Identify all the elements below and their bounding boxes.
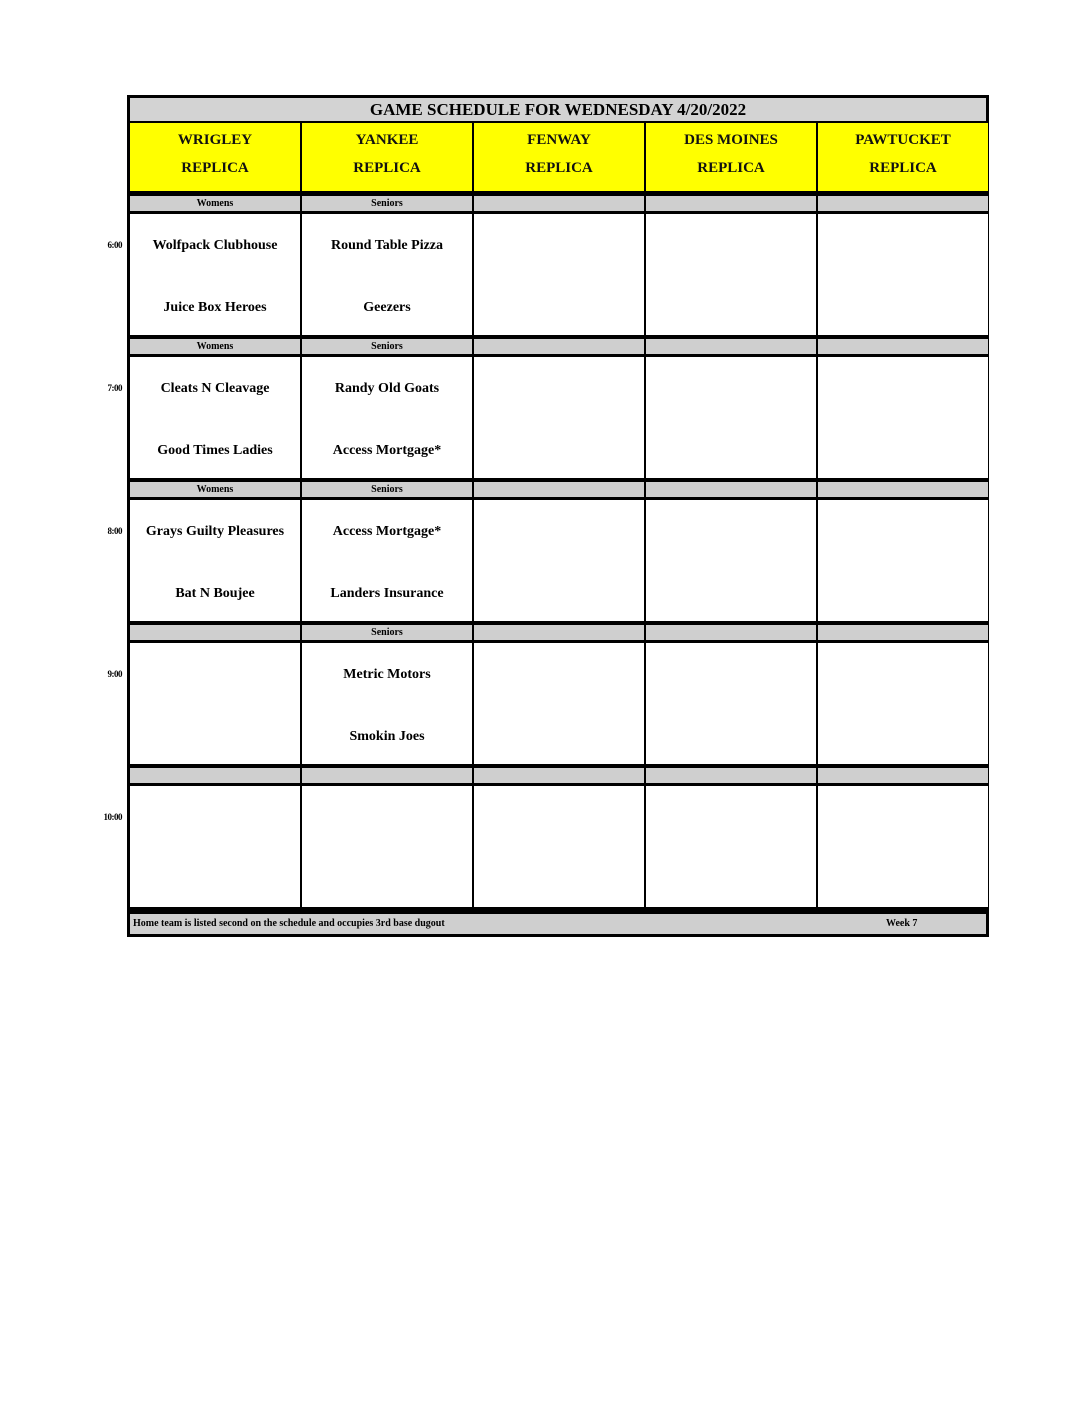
game-cell (818, 214, 988, 335)
game-cell (130, 643, 300, 764)
division-label (818, 768, 988, 783)
schedule-footer (130, 914, 986, 934)
division-label (818, 196, 988, 211)
division-label (646, 196, 816, 211)
game-cell (646, 214, 816, 335)
schedule-title: GAME SCHEDULE FOR WEDNESDAY 4/20/2022 (130, 98, 986, 121)
game-cell (646, 500, 816, 621)
away-team: Access Mortgage* (332, 524, 442, 539)
field-sub: REPLICA (181, 160, 249, 176)
division-label (646, 339, 816, 354)
field-sub: REPLICA (697, 160, 765, 176)
game-cell (474, 357, 644, 478)
game-cell (130, 214, 300, 335)
game-cell (302, 357, 472, 478)
game-cell (474, 214, 644, 335)
division-label (646, 625, 816, 640)
game-cell (474, 643, 644, 764)
time-label: 7:00 (107, 383, 122, 393)
home-team: Bat N Boujee (175, 586, 255, 601)
game-cell (818, 357, 988, 478)
time-label: 8:00 (107, 526, 122, 536)
week-label: Week 7 (886, 918, 918, 929)
division-label (474, 196, 644, 211)
division-label (818, 625, 988, 640)
division-label (818, 482, 988, 497)
time-label: 6:00 (107, 240, 122, 250)
game-cell (818, 500, 988, 621)
division-label: Seniors (302, 196, 472, 211)
game-cell (130, 500, 300, 621)
division-label (646, 768, 816, 783)
field-name: PAWTUCKET (855, 132, 951, 148)
game-cell (130, 357, 300, 478)
away-team: Randy Old Goats (334, 381, 440, 396)
division-label: Seniors (302, 482, 472, 497)
division-label: Womens (130, 339, 300, 354)
field-name: FENWAY (527, 132, 591, 148)
game-cell (302, 786, 472, 907)
home-team: Geezers (363, 300, 411, 315)
field-name: WRIGLEY (177, 132, 253, 148)
game-cell (818, 643, 988, 764)
game-cell (302, 214, 472, 335)
away-team: Metric Motors (343, 667, 431, 682)
field-header-fenway (474, 123, 644, 191)
division-label: Womens (130, 482, 300, 497)
game-cell (130, 786, 300, 907)
away-team: Round Table Pizza (330, 238, 444, 253)
field-header-des-moines (646, 123, 816, 191)
home-team: Juice Box Heroes (163, 300, 267, 315)
away-team: Grays Guilty Pleasures (145, 524, 285, 539)
footer-note: Home team is listed second on the schedule and occupies 3rd base dugout (133, 918, 445, 929)
division-label (474, 768, 644, 783)
division-label (474, 482, 644, 497)
home-team: Access Mortgage* (332, 443, 442, 458)
game-cell (646, 786, 816, 907)
away-team: Wolfpack Clubhouse (152, 238, 278, 253)
division-label (130, 625, 300, 640)
field-name: YANKEE (355, 132, 419, 148)
game-cell (818, 786, 988, 907)
game-cell (646, 643, 816, 764)
game-cell (646, 357, 816, 478)
division-label: Seniors (302, 625, 472, 640)
division-label: Womens (130, 196, 300, 211)
division-label (818, 339, 988, 354)
field-sub: REPLICA (869, 160, 937, 176)
home-team: Smokin Joes (349, 729, 425, 744)
field-sub: REPLICA (353, 160, 421, 176)
field-header-pawtucket (818, 123, 988, 191)
time-label: 10:00 (103, 812, 122, 822)
field-header-wrigley (130, 123, 300, 191)
division-label (302, 768, 472, 783)
division-label (474, 339, 644, 354)
game-cell (302, 500, 472, 621)
division-label (130, 768, 300, 783)
game-cell (474, 786, 644, 907)
game-cell (474, 500, 644, 621)
schedule-table (127, 95, 989, 937)
time-label: 9:00 (107, 669, 122, 679)
home-team: Landers Insurance (330, 586, 444, 601)
home-team: Good Times Ladies (157, 443, 273, 458)
field-name: DES MOINES (684, 132, 778, 148)
division-label (646, 482, 816, 497)
division-label (474, 625, 644, 640)
division-label: Seniors (302, 339, 472, 354)
field-header-yankee (302, 123, 472, 191)
field-sub: REPLICA (525, 160, 593, 176)
away-team: Cleats N Cleavage (160, 381, 270, 396)
game-cell (302, 643, 472, 764)
